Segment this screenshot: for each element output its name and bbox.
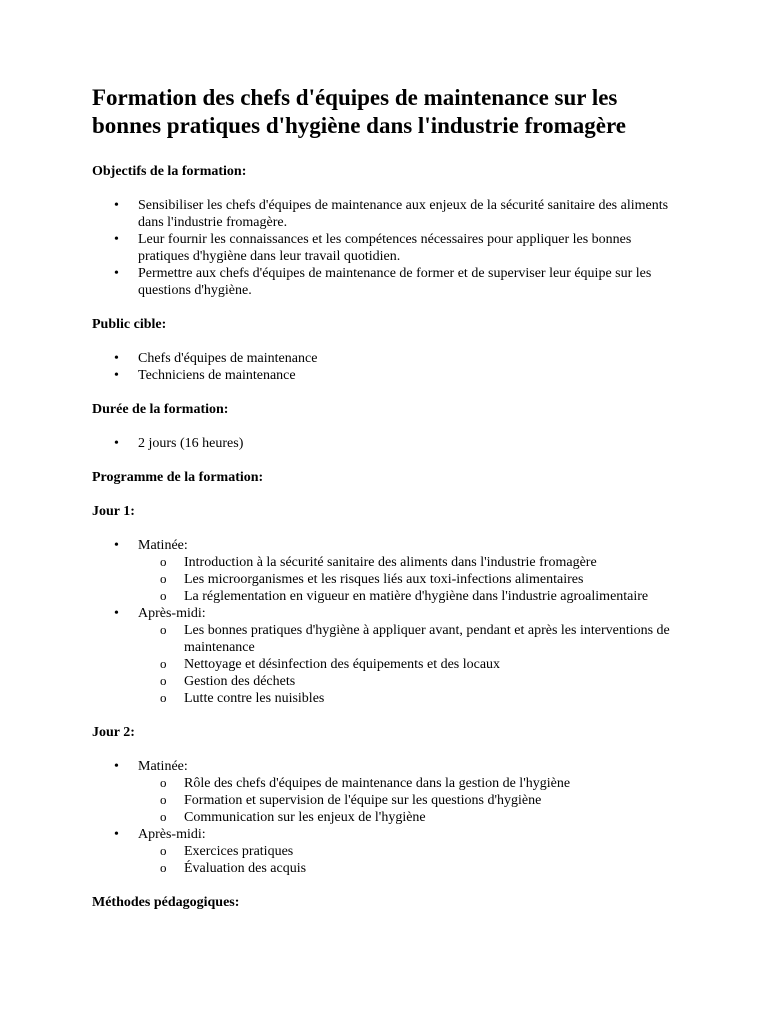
duree-heading: Durée de la formation:	[92, 402, 229, 417]
list-item: • Techniciens de maintenance	[92, 367, 682, 384]
list-item: • 2 jours (16 heures)	[92, 435, 682, 452]
jour2-apresmidi	[92, 826, 682, 877]
list-item: o Formation et supervision de l'équipe sur les questions d'hygiène	[138, 792, 682, 809]
programme-heading: Programme de la formation:	[92, 470, 264, 485]
apresmidi-label: Après-midi:	[138, 827, 206, 842]
jour2-list	[92, 758, 682, 877]
document-page	[92, 84, 682, 911]
list-item: o Rôle des chefs d'équipes de maintenance dans la gestion de l'hygiène	[138, 775, 682, 792]
list-item: • Leur fournir les connaissances et les compétences nécessaires pour appliquer les bonnes pratiques d'hygiène dans leur travail quotidien.	[92, 231, 682, 265]
list-item: o Lutte contre les nuisibles	[138, 690, 682, 707]
jour2-heading: Jour 2:	[92, 725, 135, 740]
duree-list	[92, 435, 682, 452]
jour1-matinee-sublist	[138, 554, 682, 605]
list-item: • Permettre aux chefs d'équipes de maintenance de former et de superviser leur équipe sur les questions d'hygiène.	[92, 265, 682, 299]
matinee-label: Matinée:	[138, 759, 188, 774]
jour2-matinee-sublist	[138, 775, 682, 826]
list-item: o Communication sur les enjeux de l'hygiène	[138, 809, 682, 826]
list-item: o Gestion des déchets	[138, 673, 682, 690]
jour1-apresmidi	[92, 605, 682, 707]
list-item: o Les microorganismes et les risques liés aux toxi-infections alimentaires	[138, 571, 682, 588]
list-item: o La réglementation en vigueur en matière d'hygiène dans l'industrie agroalimentaire	[138, 588, 682, 605]
public-heading: Public cible:	[92, 317, 167, 332]
apresmidi-label: Après-midi:	[138, 606, 206, 621]
jour2-matinee	[92, 758, 682, 826]
matinee-label: Matinée:	[138, 538, 188, 553]
list-item: o Évaluation des acquis	[138, 860, 682, 877]
list-item: o Introduction à la sécurité sanitaire des aliments dans l'industrie fromagère	[138, 554, 682, 571]
document-title: Formation des chefs d'équipes de maintenance sur les bonnes pratiques d'hygiène dans l'industrie fromagère	[92, 85, 626, 138]
jour1-heading: Jour 1:	[92, 504, 135, 519]
list-item: • Chefs d'équipes de maintenance	[92, 350, 682, 367]
methodes-heading: Méthodes pédagogiques:	[92, 895, 240, 910]
public-list	[92, 350, 682, 384]
list-item: o Exercices pratiques	[138, 843, 682, 860]
list-item: o Les bonnes pratiques d'hygiène à appliquer avant, pendant et après les interventions de maintenance	[138, 622, 682, 656]
jour2-apresmidi-sublist	[138, 843, 682, 877]
objectifs-list	[92, 197, 682, 299]
list-item: • Sensibiliser les chefs d'équipes de maintenance aux enjeux de la sécurité sanitaire des aliments dans l'industrie fromagère.	[92, 197, 682, 231]
objectifs-heading: Objectifs de la formation:	[92, 164, 247, 179]
list-item: o Nettoyage et désinfection des équipements et des locaux	[138, 656, 682, 673]
jour1-matinee	[92, 537, 682, 605]
jour1-list	[92, 537, 682, 707]
jour1-apresmidi-sublist	[138, 622, 682, 707]
